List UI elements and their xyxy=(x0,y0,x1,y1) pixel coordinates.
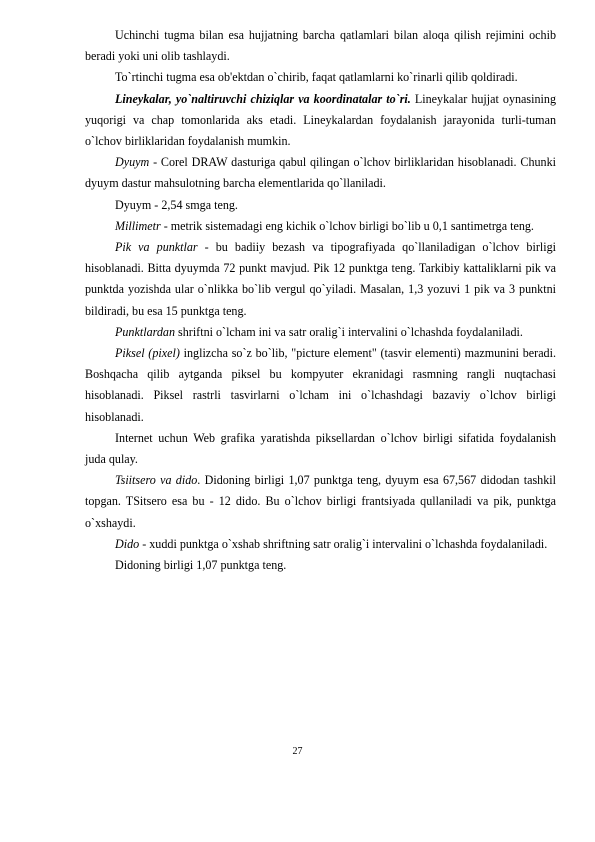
document-body xyxy=(85,25,556,576)
paragraph xyxy=(85,216,556,237)
term: Punktlardan xyxy=(115,324,176,339)
paragraph xyxy=(85,470,556,534)
paragraph xyxy=(85,343,556,428)
paragraph-text: Lineykalar hujjat oynasining yuqorigi va chap tomonlarida aks etadi. Lineykalardan foydalanish jarayonida turli-tuman o`lchov birliklaridan foydalanish mumkin. xyxy=(85,91,556,149)
paragraph xyxy=(85,195,556,216)
paragraph-text: Uchinchi tugma bilan esa hujjatning barcha qatlamlari bilan aloqa qilish rejimini ochib beradi yoki uni olib tashlaydi. xyxy=(85,28,556,64)
paragraph-text: - xuddi punktga o`xshab shriftning satr oralig`i intervalini o`lchashda foydalaniladi. xyxy=(139,536,548,551)
paragraph xyxy=(85,322,556,343)
paragraph-text: To`rtinchi tugma esa ob'ektdan o`chirib, faqat qatlamlarni ko`rinarli qilib qoldiradi. xyxy=(115,70,518,85)
paragraph-text: - Corel DRAW dasturiga qabul qilingan o`lchov birliklaridan hisoblanadi. Chunki dyuym dastur mahsulotning barcha elementlarida qo`llaniladi. xyxy=(85,155,556,191)
paragraph-text: shriftni o`lcham ini va satr oralig`i intervalini o`lchashda foydalaniladi. xyxy=(175,324,523,339)
paragraph xyxy=(85,25,556,67)
paragraph xyxy=(85,67,556,88)
term: Tsiitsero va dido xyxy=(115,473,198,488)
paragraph xyxy=(85,555,556,576)
paragraph-text: Didoning birligi 1,07 punktga teng. xyxy=(115,558,287,573)
paragraph-text: Internet uchun Web grafika yaratishda piksellardan o`lchov birligi sifatida foydalanish juda qulay. xyxy=(85,430,556,467)
term: Dido xyxy=(115,536,140,551)
paragraph-text: Dyuym - 2,54 smga teng. xyxy=(115,197,238,212)
term: Piksel (pixel) xyxy=(115,346,180,361)
page-number: 27 xyxy=(292,746,303,757)
paragraph xyxy=(85,237,556,322)
paragraph xyxy=(85,152,556,194)
paragraph xyxy=(85,428,556,470)
paragraph xyxy=(85,534,556,555)
paragraph xyxy=(85,89,556,153)
paragraph-heading: Lineykalar, yo`naltiruvchi chiziqlar va koordinatalar to`ri. xyxy=(115,91,411,106)
paragraph-text: - metrik sistemadagi eng kichik o`lchov birligi bo`lib u 0,1 santimetrga teng. xyxy=(160,218,534,233)
term: Dyuym xyxy=(115,155,150,170)
paragraph-text: inglizcha so`z bo`lib, "picture element" (tasvir elementi) mazmunini beradi. Boshqacha qilib aytganda piksel bu kompyuter ekranidagi rasmning rangli nuqtachasi hisoblanadi. Piksel rastrli tasvirlarni o`lcham ini o`lchashdagi bazaviy o`lchov birligi hisoblanadi. xyxy=(85,346,556,424)
paragraph-text: - bu badiiy bezash va tipografiyada qo`llaniladigan o`lchov birligi hisoblanadi. Bitta dyuymda 72 punkt mavjud. Pik 12 punktga teng. Tarkibiy kattaliklarni pik va punktda yozishda ular o`nlikka bo`lib vergul qo`yiladi. Masalan, 1,3 yozuvi 1 pik va 3 punktni bildiradi, bu esa 15 punktga teng. xyxy=(85,240,556,318)
term: Millimetr xyxy=(115,218,161,233)
term: Pik va punktlar xyxy=(115,240,198,255)
paragraph-text: . Didoning birligi 1,07 punktga teng, dyuym esa 67,567 didodan tashkil topgan. TSitsero esa bu - 12 dido. Bu o`lchov birligi frantsiyada qullaniladi va pik, punktga o`xshaydi. xyxy=(85,473,557,530)
